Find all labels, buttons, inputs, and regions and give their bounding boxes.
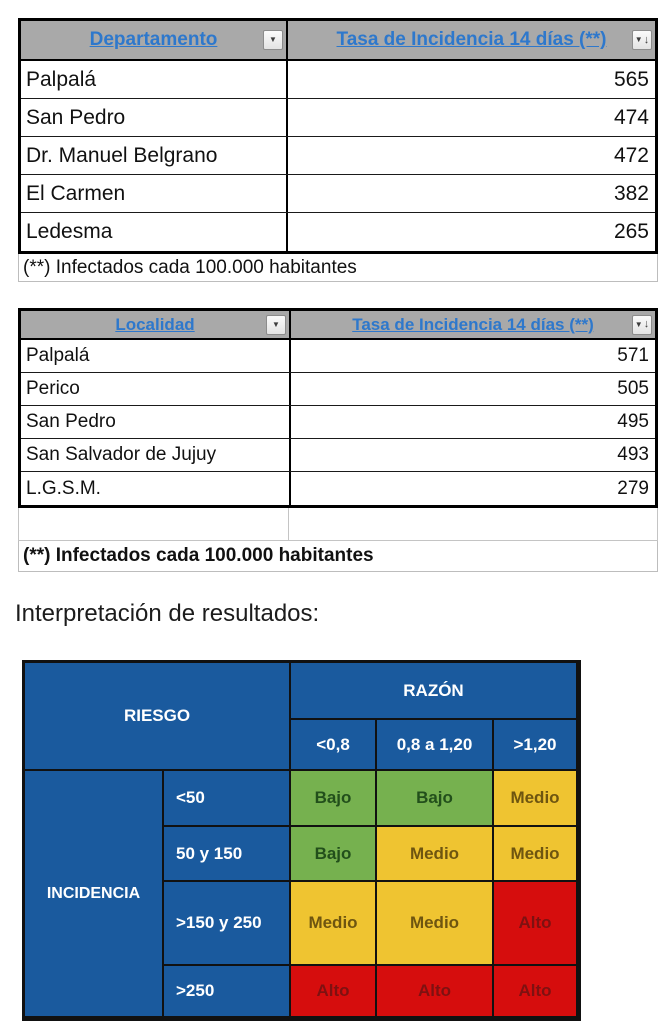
- row-name: Palpalá: [21, 340, 291, 372]
- sort-filter-button[interactable]: [632, 315, 652, 335]
- incidencia-range-label: 50 y 150: [164, 827, 291, 882]
- sort-triangle-icon: ▼: [634, 319, 643, 329]
- risk-cell: Alto: [494, 966, 578, 1018]
- row-name: San Pedro: [21, 99, 288, 136]
- localidad-table: [18, 308, 658, 572]
- sort-descending-icon: ↓: [643, 318, 650, 330]
- row-value: 565: [613, 67, 649, 91]
- filter-dropdown-button[interactable]: [263, 30, 283, 50]
- row-name: L.G.S.M.: [21, 472, 291, 505]
- localidad-header-cell: [21, 311, 291, 338]
- table-row: [21, 137, 655, 175]
- razon-col-header: >1,20: [494, 720, 578, 771]
- filter-dropdown-button[interactable]: [266, 315, 286, 335]
- risk-cell: Medio: [377, 882, 494, 966]
- departamento-header-link[interactable]: Departamento: [89, 29, 218, 50]
- risk-cell: Alto: [377, 966, 494, 1018]
- row-value: 474: [613, 105, 649, 129]
- row-name: San Salvador de Jujuy: [21, 439, 291, 471]
- table-row: [21, 175, 655, 213]
- table-footnote: (**) Infectados cada 100.000 habitantes: [18, 541, 658, 572]
- incidencia-header: INCIDENCIA: [25, 771, 164, 1018]
- risk-cell: Medio: [494, 827, 578, 882]
- row-name: San Pedro: [21, 406, 291, 438]
- tasa-header-link[interactable]: Tasa de Incidencia 14 días (**): [352, 314, 594, 334]
- row-value: 495: [617, 411, 649, 432]
- row-value: 382: [613, 181, 649, 205]
- row-value: 493: [617, 444, 649, 465]
- sort-filter-button[interactable]: [632, 30, 652, 50]
- sort-triangle-icon: ▼: [634, 35, 643, 44]
- table-row: [21, 439, 655, 472]
- row-value: 472: [613, 143, 649, 167]
- risk-matrix: [22, 660, 581, 1021]
- row-value: 265: [613, 220, 649, 243]
- razon-col-header: <0,8: [291, 720, 377, 771]
- riesgo-header: RIESGO: [25, 663, 291, 771]
- sort-descending-icon: ↓: [643, 33, 650, 46]
- table-row: [21, 61, 655, 99]
- localidad-table-header: [21, 311, 655, 340]
- incidencia-range-label: <50: [164, 771, 291, 827]
- table-row: [21, 472, 655, 505]
- tasa-header-link[interactable]: Tasa de Incidencia 14 días (**): [336, 29, 607, 50]
- row-value: 571: [617, 345, 649, 366]
- row-name: El Carmen: [21, 175, 288, 212]
- table-row: [21, 373, 655, 406]
- risk-cell: Medio: [291, 882, 377, 966]
- row-value: 505: [617, 378, 649, 399]
- row-name: Dr. Manuel Belgrano: [21, 137, 288, 174]
- risk-cell: Medio: [494, 771, 578, 827]
- section-title: Interpretación de resultados:: [15, 600, 320, 627]
- localidad-header-link[interactable]: Localidad: [115, 314, 195, 334]
- table-row: [21, 340, 655, 373]
- table-row: [21, 406, 655, 439]
- table-row: [21, 213, 655, 251]
- tasa-header-cell: [288, 21, 655, 59]
- empty-cell: [19, 508, 289, 540]
- risk-cell: Medio: [377, 827, 494, 882]
- table-footnote: (**) Infectados cada 100.000 habitantes: [18, 254, 658, 282]
- row-name: Palpalá: [21, 61, 288, 98]
- departamento-header-cell: [21, 21, 288, 59]
- filter-icon: ▼: [272, 319, 280, 329]
- razon-header: RAZÓN: [291, 663, 578, 720]
- empty-row: [18, 508, 658, 541]
- razon-col-header: 0,8 a 1,20: [377, 720, 494, 771]
- row-name: Ledesma: [21, 213, 288, 251]
- departamento-table-header: [21, 21, 655, 61]
- incidencia-range-label: >150 y 250: [164, 882, 291, 966]
- incidencia-range-label: >250: [164, 966, 291, 1018]
- row-value: 279: [617, 477, 649, 499]
- tasa-header-cell: [291, 311, 655, 338]
- risk-cell: Alto: [291, 966, 377, 1018]
- departamento-table: [18, 18, 658, 282]
- row-name: Perico: [21, 373, 291, 405]
- risk-cell: Bajo: [291, 771, 377, 827]
- risk-cell: Bajo: [377, 771, 494, 827]
- risk-cell: Alto: [494, 882, 578, 966]
- filter-icon: ▼: [269, 35, 277, 44]
- table-row: [21, 99, 655, 137]
- risk-cell: Bajo: [291, 827, 377, 882]
